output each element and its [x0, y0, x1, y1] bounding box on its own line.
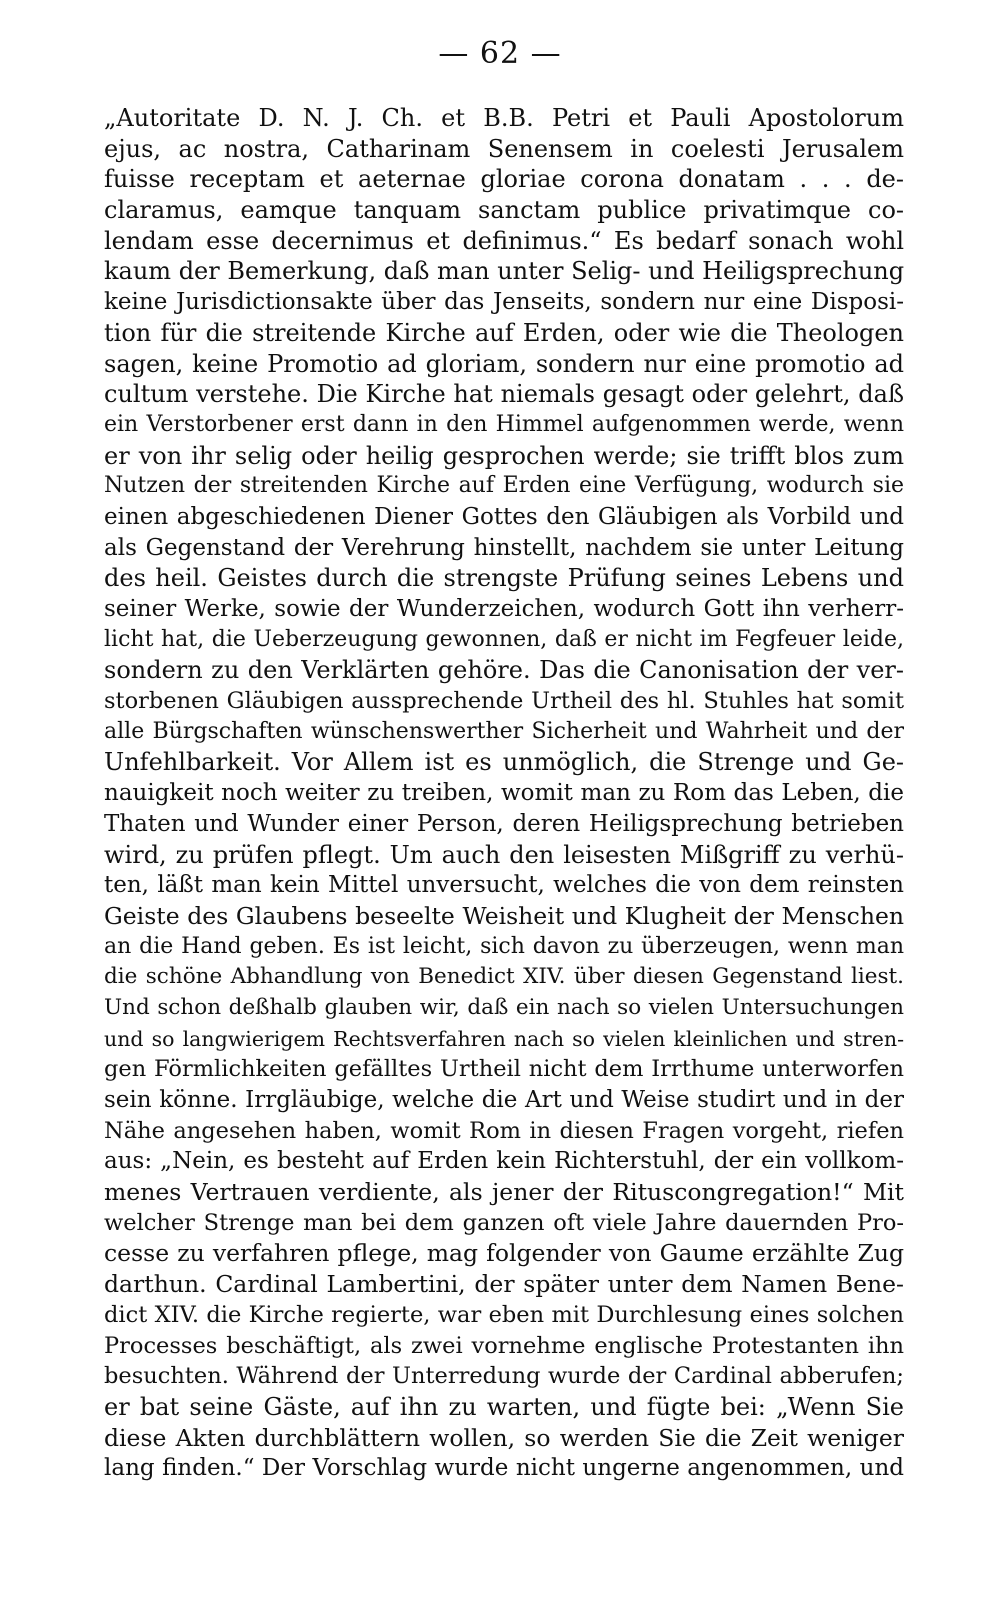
text-line: diese Akten durchblättern wollen, so werden Sie die Zeit weniger [104, 1423, 904, 1452]
text-line: sein könne. Irrgläubige, welche die Art und Weise studirt und in der [104, 1087, 904, 1113]
text-line: darthun. Cardinal Lambertini, der später unter dem Namen Bene- [104, 1270, 904, 1299]
body-text [104, 103, 904, 1484]
text-line: cultum verstehe. Die Kirche hat niemals gesagt oder gelehrt, daß [104, 380, 904, 409]
text-line: wird, zu prüfen pflegt. Um auch den leisesten Mißgriff zu verhü- [104, 840, 904, 869]
text-line: fuisse receptam et aeternae gloriae corona donatam . . . de- [104, 165, 904, 194]
text-line: lang finden.“ Der Vorschlag wurde nicht ungerne angenommen, und [104, 1455, 904, 1482]
page-number: — 62 — [438, 36, 562, 71]
text-line: claramus, eamque tanquam sanctam publice privatimque co- [104, 196, 904, 225]
text-line: des heil. Geistes durch die strengste Prüfung seines Lebens und [104, 564, 904, 593]
text-line: cesse zu verfahren pflege, mag folgender von Gaume erzählte Zug [104, 1239, 904, 1268]
text-line: und so langwierigem Rechtsverfahren nach so vielen kleinlichen und stren- [104, 1026, 904, 1051]
text-line: sagen, keine Promotio ad gloriam, sondern nur eine promotio ad [104, 349, 904, 378]
text-line: storbenen Gläubigen aussprechende Urtheil des hl. Stuhles hat somit [104, 688, 904, 715]
text-line: keine Jurisdictionsakte über das Jenseits, sondern nur eine Disposi- [104, 289, 904, 316]
text-line: er bat seine Gäste, auf ihn zu warten, und fügte bei: „Wenn Sie [104, 1392, 904, 1421]
text-line: sondern zu den Verklärten gehöre. Das die Canonisation der ver- [104, 656, 904, 685]
text-line: die schöne Abhandlung von Benedict XIV. über diesen Gegenstand liest. [104, 964, 904, 990]
text-line: alle Bürgschaften wünschenswerther Sicherheit und Wahrheit und der [104, 718, 904, 744]
text-line: besuchten. Während der Unterredung wurde der Cardinal abberufen; [104, 1363, 904, 1390]
text-line: „Autoritate D. N. J. Ch. et B.B. Petri et Pauli Apostolorum [104, 104, 904, 132]
text-line: ejus, ac nostra, Catharinam Senensem in coelesti Jerusalem [104, 134, 904, 163]
text-line: welcher Strenge man bei dem ganzen oft viele Jahre dauernden Pro- [104, 1209, 904, 1236]
text-line: kaum der Bemerkung, daß man unter Selig- und Heiligsprechung [104, 257, 904, 286]
text-line: dict XIV. die Kirche regierte, war eben mit Durchlesung eines solchen [104, 1301, 904, 1328]
text-line: Nutzen der streitenden Kirche auf Erden eine Verfügung, wodurch sie [104, 473, 904, 499]
text-line: nauigkeit noch weiter zu treiben, womit man zu Rom das Leben, die [104, 780, 904, 807]
text-line: Nähe angesehen haben, womit Rom in diesen Fragen vorgeht, riefen [104, 1117, 904, 1144]
text-line: Geiste des Glaubens beseelte Weisheit und Klugheit der Menschen [104, 901, 904, 930]
text-line: seiner Werke, sowie der Wunderzeichen, wodurch Gott ihn verherr- [104, 596, 904, 622]
text-line: ein Verstorbener erst dann in den Himmel aufgenommen werde, wenn [104, 411, 904, 437]
text-line: an die Hand geben. Es ist leicht, sich davon zu überzeugen, wenn man [104, 933, 904, 959]
text-line: aus: „Nein, es besteht auf Erden kein Richterstuhl, der ein vollkom- [104, 1148, 904, 1175]
text-line: menes Vertrauen verdiente, als jener der Rituscongregation!“ Mit [104, 1178, 904, 1207]
text-line: ten, läßt man kein Mittel unversucht, welches die von dem reinsten [104, 872, 904, 899]
text-line: er von ihr selig oder heilig gesprochen werde; sie trifft blos zum [104, 441, 904, 470]
text-line: licht hat, die Ueberzeugung gewonnen, daß er nicht im Fegfeuer leide, [104, 626, 904, 652]
text-line: tion für die streitende Kirche auf Erden, oder wie die Theologen [104, 318, 904, 347]
text-line: Unfehlbarkeit. Vor Allem ist es unmöglich, die Strenge und Ge- [104, 748, 904, 777]
text-line: lendam esse decernimus et definimus.“ Es bedarf sonach wohl [104, 226, 904, 255]
text-line: Thaten und Wunder einer Person, deren Heiligsprechung betrieben [104, 810, 904, 837]
text-line: gen Förmlichkeiten gefälltes Urtheil nicht dem Irrthume unterworfen [104, 1056, 904, 1083]
text-line: als Gegenstand der Verehrung hinstellt, nachdem sie unter Leitung [104, 534, 904, 561]
text-line: Processes beschäftigt, als zwei vornehme englische Protestanten ihn [104, 1332, 904, 1359]
text-line: Und schon deßhalb glauben wir, daß ein nach so vielen Untersuchungen [104, 994, 904, 1020]
text-line: einen abgeschiedenen Diener Gottes den Gläubigen als Vorbild und [104, 503, 904, 530]
